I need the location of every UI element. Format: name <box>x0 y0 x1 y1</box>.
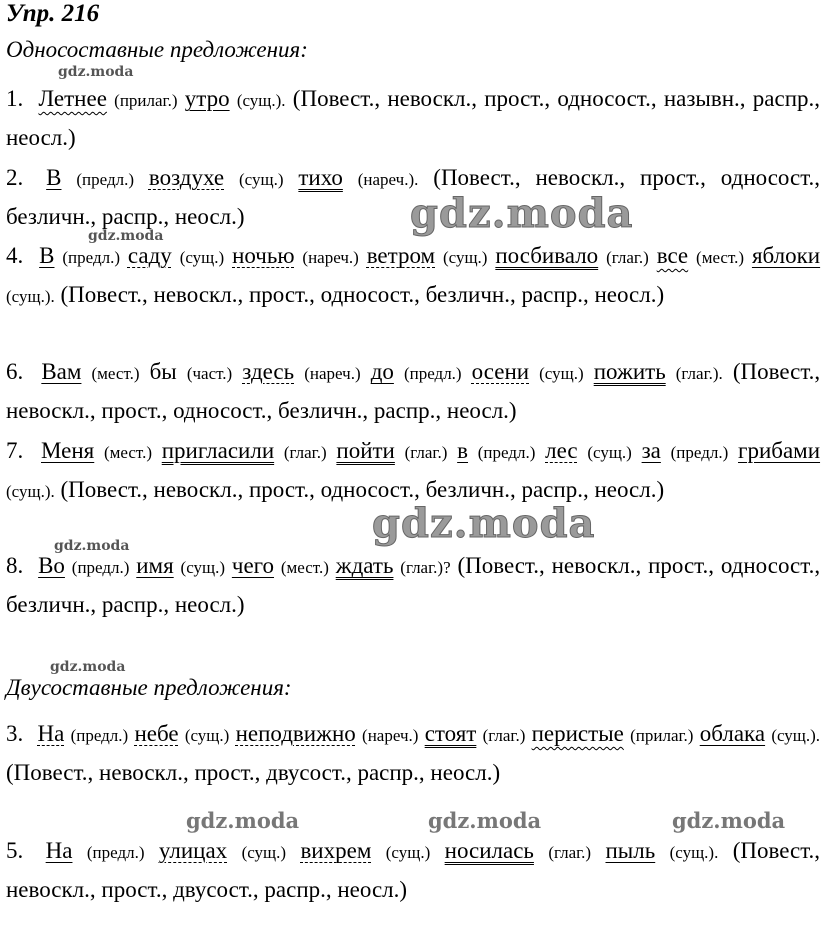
example-7 <box>6 432 820 510</box>
word: пригласили <box>161 438 275 463</box>
word: В <box>39 243 55 268</box>
part-of-speech: (предл.) <box>62 248 120 267</box>
word: здесь <box>242 359 295 384</box>
word: небе <box>134 721 179 746</box>
part-of-speech: (предл.) <box>670 443 729 462</box>
part-of-speech: (предл.) <box>477 443 536 462</box>
example-number: 8. <box>6 553 24 578</box>
part-of-speech: (сущ.) <box>539 364 584 383</box>
example-2 <box>6 159 820 235</box>
word: неподвижно <box>235 721 356 746</box>
word: пыль <box>605 838 656 863</box>
watermark: gdz.moda <box>672 808 786 833</box>
part-of-speech: (сущ.). <box>6 482 55 501</box>
exercise-title: Упр. 216 <box>6 0 100 27</box>
word: воздухе <box>148 165 225 190</box>
part-of-speech: (глаг.)? <box>400 558 451 577</box>
part-of-speech: (сущ.) <box>184 726 230 745</box>
example-number: 2. <box>6 165 24 190</box>
part-of-speech: (мест.) <box>104 443 152 462</box>
sentence-description: (Повест., невоскл., прост., односост., безличн., распр., неосл.) <box>6 165 821 229</box>
part-of-speech: (нареч.) <box>362 726 419 745</box>
watermark: gdz.moda <box>372 500 596 547</box>
sentence-description: (Повест., невоскл., прост., односост., безличн., распр., неосл.) <box>6 359 821 423</box>
word: улицах <box>158 838 228 863</box>
example-6 <box>6 353 820 429</box>
example-5 <box>6 832 820 908</box>
word: осени <box>471 359 530 384</box>
part-of-speech: (сущ.) <box>239 170 284 189</box>
part-of-speech: (предл.) <box>86 843 145 862</box>
part-of-speech: (мест.) <box>91 364 140 383</box>
part-of-speech: (част.) <box>186 364 233 383</box>
sentence-description: (Повест., невоскл., прост., односост., безличн., распр., неосл.) <box>60 477 665 502</box>
word: грибами <box>738 438 821 463</box>
example-3 <box>6 715 820 791</box>
sentence-description: (Повест., невоскл., прост., односост., назывн., распр., неосл.) <box>6 86 821 150</box>
watermark: gdz.moda <box>88 228 164 244</box>
part-of-speech: (предл.) <box>71 558 130 577</box>
part-of-speech: (сущ.). <box>771 726 821 745</box>
part-of-speech: (глаг.) <box>283 443 327 462</box>
part-of-speech: (сущ.) <box>179 248 225 267</box>
part-of-speech: (сущ.). <box>6 287 55 306</box>
part-of-speech: (нареч.) <box>302 248 359 267</box>
part-of-speech: (глаг.). <box>675 364 723 383</box>
example-number: 4. <box>6 243 24 268</box>
example-number: 6. <box>6 359 24 384</box>
section-heading-two-part: Двусоставные предложения: <box>6 675 292 700</box>
example-1 <box>6 80 820 156</box>
word: пойти <box>336 438 395 463</box>
word: за <box>641 438 661 463</box>
part-of-speech: (сущ.). <box>669 843 719 862</box>
word: пожить <box>593 359 666 384</box>
part-of-speech: (сущ.) <box>180 558 226 577</box>
word: ждать <box>335 553 394 578</box>
example-number: 3. <box>6 721 24 746</box>
word: до <box>370 359 394 384</box>
word: вихрем <box>300 838 372 863</box>
word: носилась <box>444 838 534 863</box>
word: бы <box>149 359 177 384</box>
part-of-speech: (сущ.) <box>241 843 287 862</box>
word: имя <box>136 553 174 578</box>
part-of-speech: (предл.) <box>403 364 462 383</box>
part-of-speech: (глаг.) <box>548 843 592 862</box>
example-4 <box>6 237 820 315</box>
sentence-description: (Повест., невоскл., прост., односост., безличн., распр., неосл.) <box>60 282 665 307</box>
watermark: gdz.moda <box>54 538 130 554</box>
example-8 <box>6 547 820 623</box>
word: Летнее <box>38 86 107 111</box>
word: саду <box>127 243 172 268</box>
word: ветром <box>366 243 436 268</box>
sentence-description: (Повест., невоскл., прост., односост., безличн., распр., неосл.) <box>6 553 821 617</box>
word: На <box>37 721 65 746</box>
word: перистые <box>531 721 624 746</box>
word: яблоки <box>751 243 821 268</box>
watermark: gdz.moda <box>410 190 634 237</box>
example-number: 5. <box>6 838 24 863</box>
part-of-speech: (предл.) <box>70 726 129 745</box>
word: В <box>46 165 62 190</box>
part-of-speech: (мест.) <box>280 558 329 577</box>
part-of-speech: (сущ.) <box>385 843 431 862</box>
word: посбивало <box>495 243 599 268</box>
example-number: 7. <box>6 438 24 463</box>
word: утро <box>184 86 230 111</box>
word: тихо <box>298 165 343 190</box>
example-number: 1. <box>6 86 24 111</box>
part-of-speech: (мест.) <box>696 248 745 267</box>
part-of-speech: (глаг.) <box>482 726 526 745</box>
part-of-speech: (сущ.) <box>442 248 488 267</box>
watermark: gdz.moda <box>58 64 134 80</box>
part-of-speech: (глаг.) <box>404 443 448 462</box>
word: все <box>656 243 689 268</box>
part-of-speech: (сущ.) <box>587 443 632 462</box>
word: в <box>457 438 469 463</box>
watermark: gdz.moda <box>428 808 542 833</box>
watermark: gdz.moda <box>50 659 126 675</box>
part-of-speech: (сущ.). <box>236 91 286 110</box>
sentence-description: (Повест., невоскл., прост., двусост., распр., неосл.) <box>6 760 501 785</box>
part-of-speech: (прилаг.) <box>114 91 178 110</box>
word: лес <box>545 438 578 463</box>
word: стоят <box>424 721 477 746</box>
word: облака <box>699 721 766 746</box>
word: ночью <box>232 243 295 268</box>
part-of-speech: (прилаг.) <box>630 726 694 745</box>
sentence-description: (Повест., невоскл., прост., двусост., распр., неосл.) <box>6 838 821 902</box>
word: На <box>45 838 73 863</box>
word: Меня <box>41 438 95 463</box>
part-of-speech: (нареч.) <box>304 364 361 383</box>
word: Во <box>38 553 65 578</box>
watermark: gdz.moda <box>186 808 300 833</box>
part-of-speech: (нареч.). <box>357 170 419 189</box>
part-of-speech: (глаг.) <box>606 248 649 267</box>
section-heading-one-part: Односоставные предложения: <box>6 37 308 62</box>
word: Вам <box>41 359 82 384</box>
part-of-speech: (предл.) <box>76 170 134 189</box>
word: чего <box>231 553 275 578</box>
